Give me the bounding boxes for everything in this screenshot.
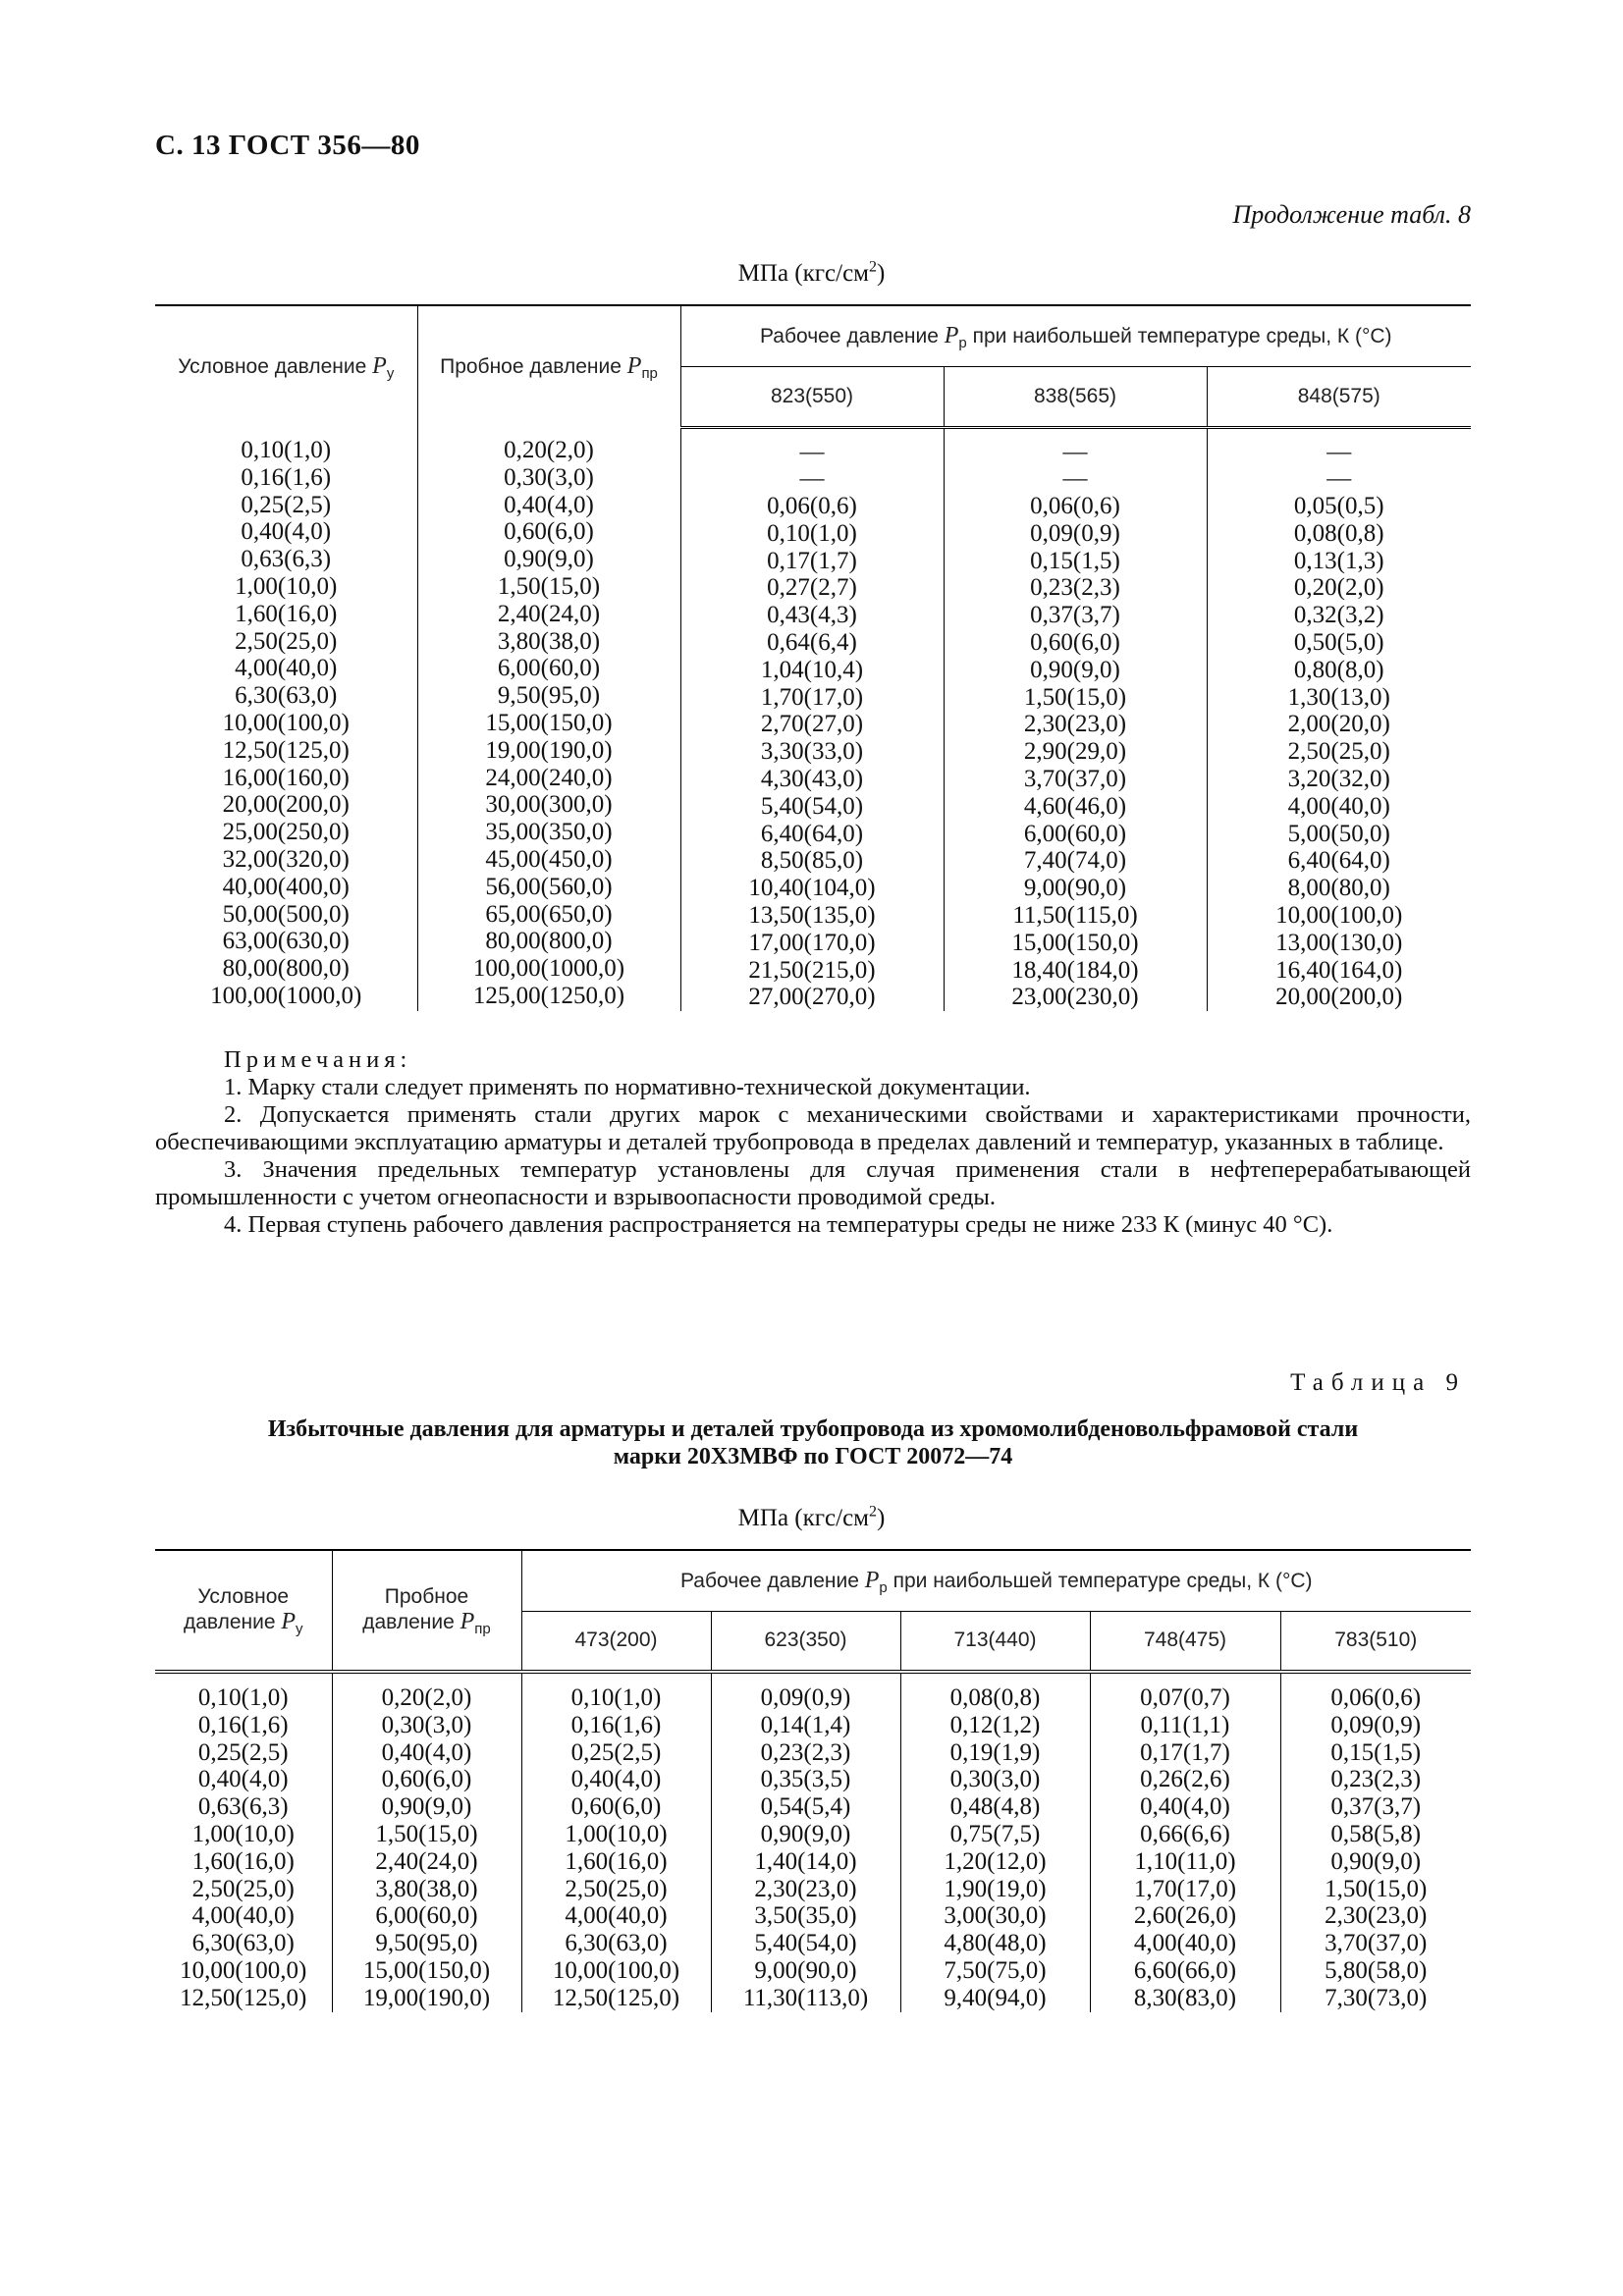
table-cell: 0,09(0,9) [1030,519,1120,547]
table-cell: 16,40(164,0) [1275,956,1403,984]
table-cell: 15,00(150,0) [362,1956,491,1984]
header-temp: 713(440) [900,1611,1090,1672]
table-cell: 1,90(19,0) [944,1875,1047,1902]
table-cell: 1,60(16,0) [235,600,338,627]
table-cell: 0,15(1,5) [1330,1738,1422,1766]
table-cell: 1,50(15,0) [1023,683,1127,711]
table-cell: 8,50(85,0) [760,847,864,875]
table-cell: 24,00(240,0) [485,764,613,791]
table-cell: 2,30(23,0) [754,1875,857,1902]
table-cell: 45,00(450,0) [485,845,613,873]
table-cell: 5,40(54,0) [760,792,864,820]
table-cell: 1,00(10,0) [565,1820,668,1847]
column-working-473 [521,1672,711,2012]
table-cell: 0,54(5,4) [760,1793,851,1821]
table-cell: 0,16(1,6) [241,463,332,491]
table-cell: 12,50(125,0) [552,1984,680,2011]
table-cell: 3,80(38,0) [497,627,601,655]
table-cell: 0,10(1,0) [197,1684,289,1711]
table-cell: 13,00(130,0) [1275,929,1403,956]
table-cell: 100,00(1000,0) [210,982,362,1009]
table-cell: — [1326,465,1352,493]
table-cell: 0,63(6,3) [241,546,332,573]
header-temp: 783(510) [1280,1611,1471,1672]
table-cell: 0,43(4,3) [767,602,857,629]
table-cell: 56,00(560,0) [485,873,613,900]
table-cell: 2,30(23,0) [1023,711,1127,738]
table-cell: 2,40(24,0) [497,600,601,627]
table-cell: 23,00(230,0) [1011,984,1139,1011]
table-cell: 1,70(17,0) [1133,1875,1237,1902]
table-cell: 0,20(2,0) [1293,574,1384,602]
table-cell: 4,00(40,0) [1133,1930,1237,1957]
table-cell: 0,35(3,5) [760,1766,851,1793]
table-cell: 1,20(12,0) [944,1847,1047,1875]
table-cell: 0,48(4,8) [949,1793,1041,1821]
table-cell: 3,00(30,0) [944,1902,1047,1930]
table-cell: 1,60(16,0) [191,1847,295,1875]
header-temp: 823(550) [680,366,944,427]
table-cell: 6,40(64,0) [760,820,864,847]
table-cell: 3,30(33,0) [760,738,864,766]
table-cell: 0,90(9,0) [760,1820,851,1847]
header-temp: 848(575) [1207,366,1471,427]
note-1: 1. Марку стали следует применять по нормативно-технической документации. [224,1074,1031,1100]
table-cell: 0,50(5,0) [1293,629,1384,657]
continuation-label: Продолжение табл. 8 [1232,200,1471,229]
table-cell: 2,50(25,0) [1287,738,1390,766]
table-cell: 9,00(90,0) [1023,875,1127,902]
table-cell: 0,40(4,0) [570,1766,662,1793]
table-cell: 1,50(15,0) [1325,1875,1428,1902]
table9-title: Избыточные давления для арматуры и деталей трубопровода из хромомолибденовольфрамовой стали марки 20Х3МВФ по ГОСТ 20072—74 [267,1416,1359,1469]
table-cell: 6,40(64,0) [1287,847,1390,875]
table-cell: 0,16(1,6) [570,1711,662,1738]
table-cell: 0,25(2,5) [197,1738,289,1766]
table-cell: 9,40(94,0) [944,1984,1047,2011]
table-cell: 0,30(3,0) [381,1711,472,1738]
table-cell: 4,00(40,0) [191,1902,295,1930]
table-cell: 3,20(32,0) [1287,766,1390,793]
table8-unit: МПа $(кгс/см^2)$ [737,258,886,287]
table-cell: 12,50(125,0) [180,1984,307,2011]
table-cell: 4,30(43,0) [760,766,864,793]
note-3: 3. Значения предельных температур установлены для случая применения стали в нефтеперерабатывающей промышленности с учетом огнеопасности и взрывоопасности проводимой среды. [155,1156,1471,1210]
table-cell: 0,06(0,6) [1030,493,1120,520]
table-cell: 1,60(16,0) [565,1847,668,1875]
table-cell: 0,37(3,7) [1030,602,1120,629]
table-cell: 0,17(1,7) [1140,1738,1230,1766]
header-conditional-pressure: Условное давление $P_у$ [155,1550,332,1672]
table-cell: 6,30(63,0) [565,1930,668,1957]
table-cell: 0,08(0,8) [1293,519,1384,547]
table-cell: — [1062,465,1088,493]
table-cell: 6,30(63,0) [235,682,338,710]
table-cell: 0,60(6,0) [381,1766,472,1793]
table-8 [155,304,1471,1011]
column-working-838 [944,427,1207,1011]
table-cell: 1,00(10,0) [191,1820,295,1847]
table-cell: — [1062,438,1088,465]
table-cell: 0,66(6,6) [1140,1820,1230,1847]
table-cell: 0,75(7,5) [949,1820,1041,1847]
table-cell: 0,14(1,4) [760,1711,851,1738]
table-cell: 4,60(46,0) [1023,792,1127,820]
table-cell: 13,50(135,0) [748,902,876,930]
table-cell: 9,00(90,0) [754,1956,857,1984]
table-cell: 0,40(4,0) [381,1738,472,1766]
table-cell: 40,00(400,0) [222,873,350,900]
table-cell: 35,00(350,0) [485,819,613,846]
header-working-pressure: Рабочее давление $P_р$ при наибольшей температуре среды, К (°С) [680,305,1471,366]
table-cell: 0,19(1,9) [949,1738,1041,1766]
column-test-pressure [417,427,680,1011]
table-cell: 0,40(4,0) [241,518,332,546]
table-cell: 2,50(25,0) [235,627,338,655]
table9-label: Таблица 9 [1290,1369,1466,1396]
table-cell: 11,50(115,0) [1012,902,1138,930]
table-cell: 7,50(75,0) [944,1956,1047,1984]
table-cell: 25,00(250,0) [222,819,350,846]
table-cell: 0,26(2,6) [1140,1766,1230,1793]
table-cell: 0,30(3,0) [949,1766,1041,1793]
column-working-823 [680,427,944,1011]
table-cell: 0,06(0,6) [1330,1684,1422,1711]
table-cell: 1,30(13,0) [1287,683,1390,711]
table-cell: 10,40(104,0) [748,875,876,902]
header-temp: 473(200) [521,1611,711,1672]
table-cell: 12,50(125,0) [222,736,350,764]
table-cell: 0,12(1,2) [949,1711,1041,1738]
table-cell: 1,00(10,0) [235,572,338,600]
table-cell: 0,07(0,7) [1140,1684,1230,1711]
table-cell: 65,00(650,0) [485,900,613,928]
table-cell: 0,10(1,0) [241,437,332,463]
table-cell: 100,00(1000,0) [472,955,625,983]
table-cell: 20,00(200,0) [222,791,350,819]
table-cell: 1,50(15,0) [375,1820,478,1847]
table-cell: 0,15(1,5) [1030,547,1120,574]
table-cell: 0,13(1,3) [1293,547,1384,574]
table-cell: 0,25(2,5) [570,1738,662,1766]
table-cell: 6,00(60,0) [375,1902,478,1930]
table-cell: 0,23(2,3) [1030,574,1120,602]
table-cell: 19,00(190,0) [485,736,613,764]
table-cell: 4,00(40,0) [235,655,338,682]
table-cell: 2,00(20,0) [1287,711,1390,738]
table-cell: 0,10(1,0) [570,1684,662,1711]
table-cell: 0,90(9,0) [1030,656,1120,683]
table-cell: 0,23(2,3) [760,1738,851,1766]
table-cell: 8,00(80,0) [1287,875,1390,902]
table-cell: 0,20(2,0) [504,437,594,463]
table-cell: 1,40(14,0) [754,1847,857,1875]
table-cell: 8,30(83,0) [1133,1984,1237,2011]
table-cell: 2,50(25,0) [565,1875,668,1902]
table-cell: 3,70(37,0) [1023,766,1127,793]
table-cell: 16,00(160,0) [222,764,350,791]
table-cell: 9,50(95,0) [375,1930,478,1957]
header-test-pressure: Пробное давление $P_{пр}$ [332,1550,521,1672]
table-cell: 6,30(63,0) [191,1930,295,1957]
table-cell: 18,40(184,0) [1011,956,1139,984]
table-cell: 5,80(58,0) [1325,1956,1428,1984]
table-cell: 0,80(8,0) [1293,656,1384,683]
table-cell: 11,30(113,0) [742,1984,869,2011]
table-cell: 3,50(35,0) [754,1902,857,1930]
table-cell: 0,08(0,8) [949,1684,1041,1711]
column-working-713 [900,1672,1090,2012]
table-cell: 0,11(1,1) [1140,1711,1230,1738]
table-cell: 15,00(150,0) [485,709,613,736]
table-cell: 80,00(800,0) [222,955,350,983]
table-cell: 0,30(3,0) [504,463,594,491]
table-cell: 2,50(25,0) [191,1875,295,1902]
table-cell: 6,00(60,0) [497,655,601,682]
table-cell: — [1326,438,1352,465]
column-working-623 [711,1672,900,2012]
table9-unit: МПа $(кгс/см^2)$ [737,1503,886,1531]
column-working-748 [1090,1672,1280,2012]
table-cell: 125,00(1250,0) [472,982,625,1009]
header-temp: 748(475) [1090,1611,1280,1672]
table-cell: 10,00(100,0) [180,1956,307,1984]
table-cell: 0,05(0,5) [1293,493,1384,520]
table-cell: 50,00(500,0) [222,900,350,928]
note-4: 4. Первая ступень рабочего давления распространяется на температуры среды не ниже 233 К (минус 40 °С). [224,1211,1333,1238]
table-cell: 21,50(215,0) [748,956,876,984]
table-cell: 30,00(300,0) [485,791,613,819]
table-cell: 0,40(4,0) [504,491,594,518]
table-cell: 0,09(0,9) [760,1684,851,1711]
header-temp: 838(565) [944,366,1207,427]
notes-title: Примечания: [224,1046,412,1073]
table-cell: 0,37(3,7) [1330,1793,1422,1821]
table-cell: 19,00(190,0) [362,1984,491,2011]
table-cell: 0,10(1,0) [767,519,857,547]
table-cell: 2,40(24,0) [375,1847,478,1875]
table-cell: 5,00(50,0) [1287,820,1390,847]
table-cell: 27,00(270,0) [748,984,876,1011]
column-conditional-pressure [155,427,417,1011]
table-cell: 0,90(9,0) [504,546,594,573]
table-cell: 0,16(1,6) [197,1711,289,1738]
table-cell: 7,30(73,0) [1325,1984,1428,2011]
table-cell: 0,60(6,0) [504,518,594,546]
table-cell: 0,27(2,7) [767,574,857,602]
table-cell: 0,09(0,9) [1330,1711,1422,1738]
table-cell: 3,80(38,0) [375,1875,478,1902]
table-cell: 80,00(800,0) [485,928,613,955]
column-working-783 [1280,1672,1471,2012]
table-cell: 10,00(100,0) [222,709,350,736]
table-cell: 4,80(48,0) [944,1930,1047,1957]
table-cell: 6,00(60,0) [1023,820,1127,847]
table-cell: 5,40(54,0) [754,1930,857,1957]
header-conditional-pressure: Условное давление $P_у$ [155,305,417,427]
table-cell: 0,23(2,3) [1330,1766,1422,1793]
table-cell: — [799,438,825,465]
note-2: 2. Допускается применять стали других марок с механическими свойствами и характеристиками прочности, обеспечивающими эксплуатацию арматуры и деталей трубопровода в пределах давлений и температур, указанных в таблице. [155,1101,1471,1155]
column-test-pressure [332,1672,521,2012]
column-working-848 [1207,427,1471,1011]
table-cell: 1,70(17,0) [760,683,864,711]
table-cell: 10,00(100,0) [552,1956,680,1984]
table-cell: 4,00(40,0) [565,1902,668,1930]
table-cell: 0,40(4,0) [1140,1793,1230,1821]
table-cell: 0,63(6,3) [197,1793,289,1821]
table-cell: 3,70(37,0) [1325,1930,1428,1957]
table-cell: 0,25(2,5) [241,491,332,518]
table-cell: 1,50(15,0) [497,572,601,600]
header-working-pressure: Рабочее давление $P_р$ при наибольшей температуре среды, К (°С) [521,1550,1471,1611]
table-cell: 0,20(2,0) [381,1684,472,1711]
table-cell: 1,04(10,4) [760,656,864,683]
table-cell: 0,64(6,4) [767,629,857,657]
table-cell: 10,00(100,0) [1275,902,1403,930]
page-header: С. 13 ГОСТ 356—80 [155,130,420,161]
table-cell: 9,50(95,0) [497,682,601,710]
table-cell: 6,60(66,0) [1133,1956,1237,1984]
table-cell: 0,60(6,0) [1030,629,1120,657]
table-cell: 7,40(74,0) [1023,847,1127,875]
table-cell: — [799,465,825,493]
table-cell: 2,70(27,0) [760,711,864,738]
table-cell: 0,58(5,8) [1330,1820,1422,1847]
table-cell: 32,00(320,0) [222,845,350,873]
notes [155,1046,1471,1239]
header-temp: 623(350) [711,1611,900,1672]
table-cell: 2,60(26,0) [1133,1902,1237,1930]
table-cell: 17,00(170,0) [748,929,876,956]
column-conditional-pressure [155,1672,332,2012]
table-cell: 2,30(23,0) [1325,1902,1428,1930]
table-cell: 1,10(11,0) [1134,1847,1236,1875]
table-9 [155,1549,1471,2012]
table-cell: 0,40(4,0) [197,1766,289,1793]
header-test-pressure: Пробное давление $P_{пр}$ [417,305,680,427]
table-cell: 63,00(630,0) [222,928,350,955]
table-cell: 0,17(1,7) [767,547,857,574]
table-cell: 2,90(29,0) [1023,738,1127,766]
table-cell: 0,06(0,6) [767,493,857,520]
table-cell: 4,00(40,0) [1287,792,1390,820]
table-cell: 20,00(200,0) [1275,984,1403,1011]
table-cell: 0,60(6,0) [570,1793,662,1821]
table-cell: 0,90(9,0) [1330,1847,1422,1875]
table-cell: 0,90(9,0) [381,1793,472,1821]
table-cell: 15,00(150,0) [1011,929,1139,956]
table-cell: 0,32(3,2) [1293,602,1384,629]
